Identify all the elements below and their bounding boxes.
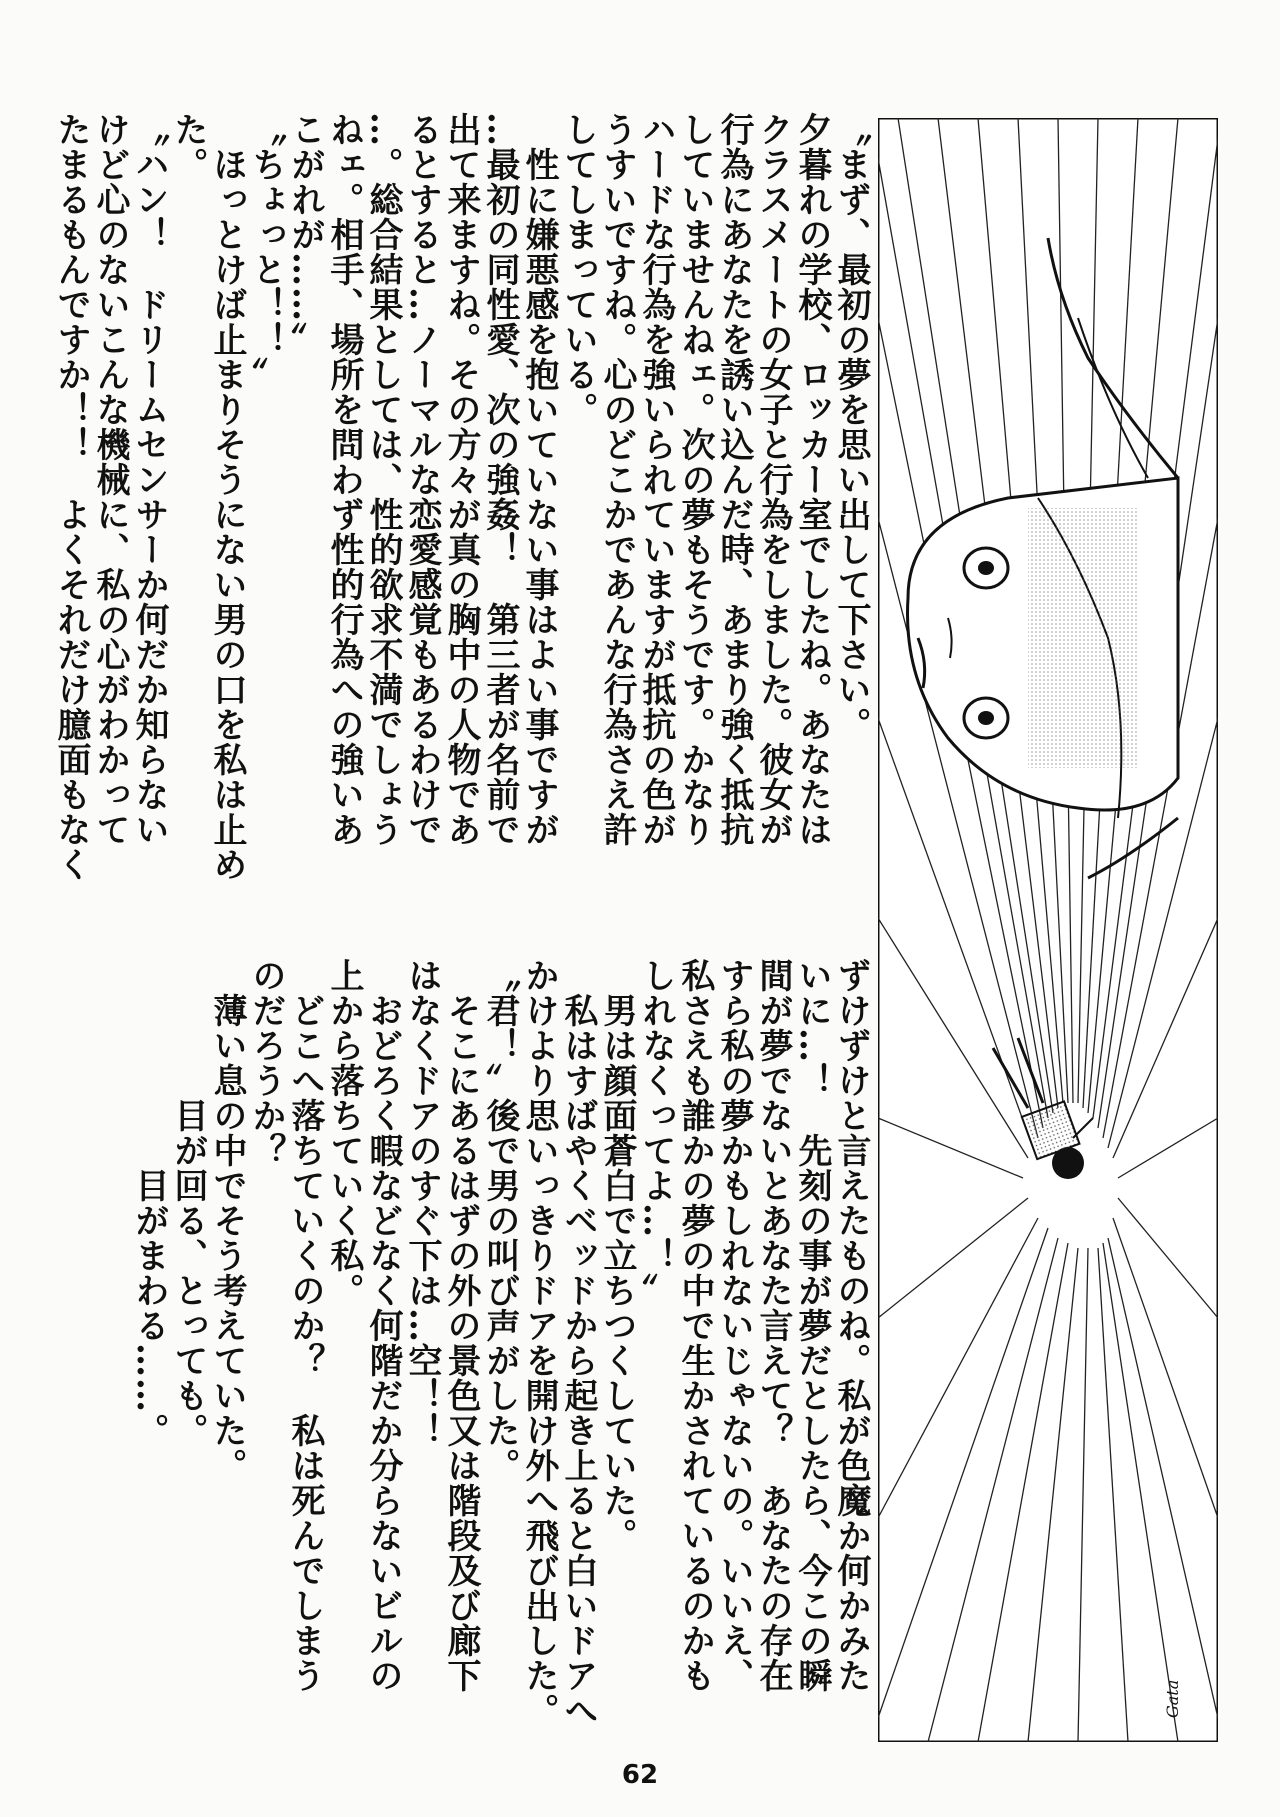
lower-text-block: ずけずけと言えたものね。私が色魔か何かみた いに…！ 先刻の事が夢だとしたら、今この瞬 間が夢でないとあなた言えて？ あなたの存在 すら私の夢かもしれないじゃないの。いいえ、 私さえも誰かの夢の中で生かされているのかも しれなくってよ…！〟 男は顔面蒼白で立ちつくしていた。 私はすばやくベッドから起き上ると白いドアへ かけより思いっきりドアを開け外へ飛び出した。 〝君！〟後で男の叫び声がした。 そこにあるはずの外の景色又は階段及び廊下 はなくドアのすぐ下は…空！！ おどろく暇などなく何階だか分らないビルの 上から落ちていく私。 どこへ落ちていくのか？ 私は死んでしまう のだろうか？ 薄い息の中でそう考えていた。 目が回る、とっても。 目がまわる……。 [129, 958, 871, 1728]
artist-signature: Gata [1163, 1679, 1182, 1718]
page-number: 62 [621, 1760, 659, 1790]
falling-girl-illustration [878, 118, 1218, 1742]
upper-text-block: 〝まず、最初の夢を思い出して下さい。 夕暮れの学校、ロッカー室でしたね。あなたは クラスメートの女子と行為をしました。彼女が 行為にあなたを誘い込んだ時、あまり強く抵抗 していませんねェ。次の夢もそうです。かなり ハードな行為を強いられていますが抵抗の色が うすいですね。心のどこかであんな行為さえ許 してしまっている。 性に嫌悪感を抱いていない事はよい事ですが …最初の同性愛、次の強姦！ 第三者が名前で 出て来ますね。その方々が真の胸中の人物であ るとすると…ノーマルな恋愛感覚もあるわけで …。総合結果としては、性的欲求不満でしょう ねェ。相手、場所を問わず性的行為への強いあ こがれが……〟 〝ちょっと！！〟 ほっとけば止まりそうにない男の口を私は止め た。 〝ハン！ ドリームセンサーか何だか知らない けど心のないこんな機械に、私の心がわかって たまるもんですか！！ よくそれだけ臆面もなく [51, 112, 871, 882]
